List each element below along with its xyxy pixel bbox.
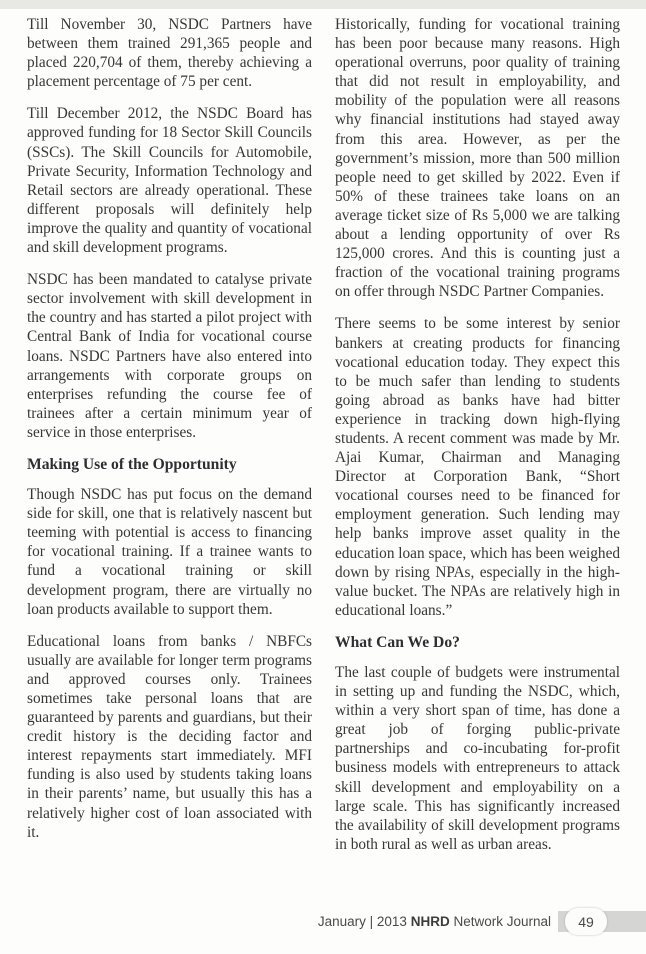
- paragraph: The last couple of budgets were instrumental in setting up and funding the NSDC, which, within a very short span of time, has done a great job of forging public-private partnerships and co-incubating for-profit business models with entrepreneurs to attack skill development and employability on a large scale. This has significantly increased the availability of skill development programs in both rural as well as urban areas.: [335, 664, 620, 853]
- paragraph: NSDC has been mandated to catalyse private sector involvement with skill development in the country and has started a pilot project with Central Bank of India for vocational course loans. NSDC Partners have also entered into arrangements with corporate groups on enterprises refunding the course fee of trainees after a certain minimum year of service in those enterprises.: [27, 271, 312, 441]
- footer-journal-line: [318, 914, 551, 929]
- top-edge-strip: [0, 0, 646, 9]
- paragraph: There seems to be some interest by senior bankers at creating products for financing vocational education today. They expect this to be much safer than lending to students going abroad as banks have had bitter experience in tracking down high-flying students. A recent comment was made by Mr. Ajai Kumar, Chairman and Managing Director at Corporation Bank, “Short vocational courses need to be financed for employment generation. Such lending may help banks improve asset quality in the education loan space, which has been weighed down by rising NPAs, especially in the high-value bucket. The NPAs are relatively high in educational loans.”: [335, 315, 621, 619]
- section-heading: Making Use of the Opportunity: [27, 455, 237, 473]
- section-heading: What Can We Do?: [335, 633, 460, 651]
- footer-journal-name: Network Journal: [449, 914, 551, 929]
- page-number-badge: 49: [565, 908, 607, 935]
- paragraph: Educational loans from banks / NBFCs usually are available for longer term programs and approved courses only. Trainees sometimes take personal loans that are guaranteed by parents and guardians, but their credit history is the deciding factor and interest repayments start immediately. MFI funding is also used by students taking loans in their parents’ name, but usually this has a relatively higher cost of loan associated with it.: [27, 632, 312, 841]
- page-footer: [318, 911, 646, 932]
- left-column: [27, 15, 312, 867]
- paragraph: Till December 2012, the NSDC Board has approved funding for 18 Sector Skill Councils (SSCs). The Skill Councils for Automobile, Private Security, Information Technology and Retail sectors are already operational. These different proposals will definitely help improve the quality and quantity of vocational and skill development programs.: [27, 105, 312, 257]
- footer-date: January | 2013: [317, 914, 411, 929]
- paragraph: Historically, funding for vocational training has been poor because many reasons. High operational overruns, poor quality of training that did not result in employability, and mobility of the population were all reasons why financial institutions had stayed away from this area. However, as per the government’s mission, more than 500 million people need to get skilled by 2022. Even if 50% of these trainees take loans on an average ticket size of Rs 5,000 we are talking about a lending opportunity of over Rs 125,000 crores. And this is counting just a fraction of the vocational training programs on offer through NSDC Partner Companies.: [335, 16, 620, 301]
- page-number-tab: [558, 911, 646, 932]
- footer-journal-brand: NHRD: [410, 914, 450, 929]
- paragraph: Though NSDC has put focus on the demand side for skill, one that is relatively nascent but teeming with potential is access to financing for vocational training. If a trainee wants to fund a vocational training or skill development program, there are virtually no loan products available to support them.: [27, 486, 312, 618]
- paragraph: Till November 30, NSDC Partners have between them trained 291,365 people and placed 220,704 of them, thereby achieving a placement percentage of 75 per cent.: [27, 16, 312, 91]
- two-column-article: [0, 9, 646, 867]
- right-column: [335, 15, 620, 867]
